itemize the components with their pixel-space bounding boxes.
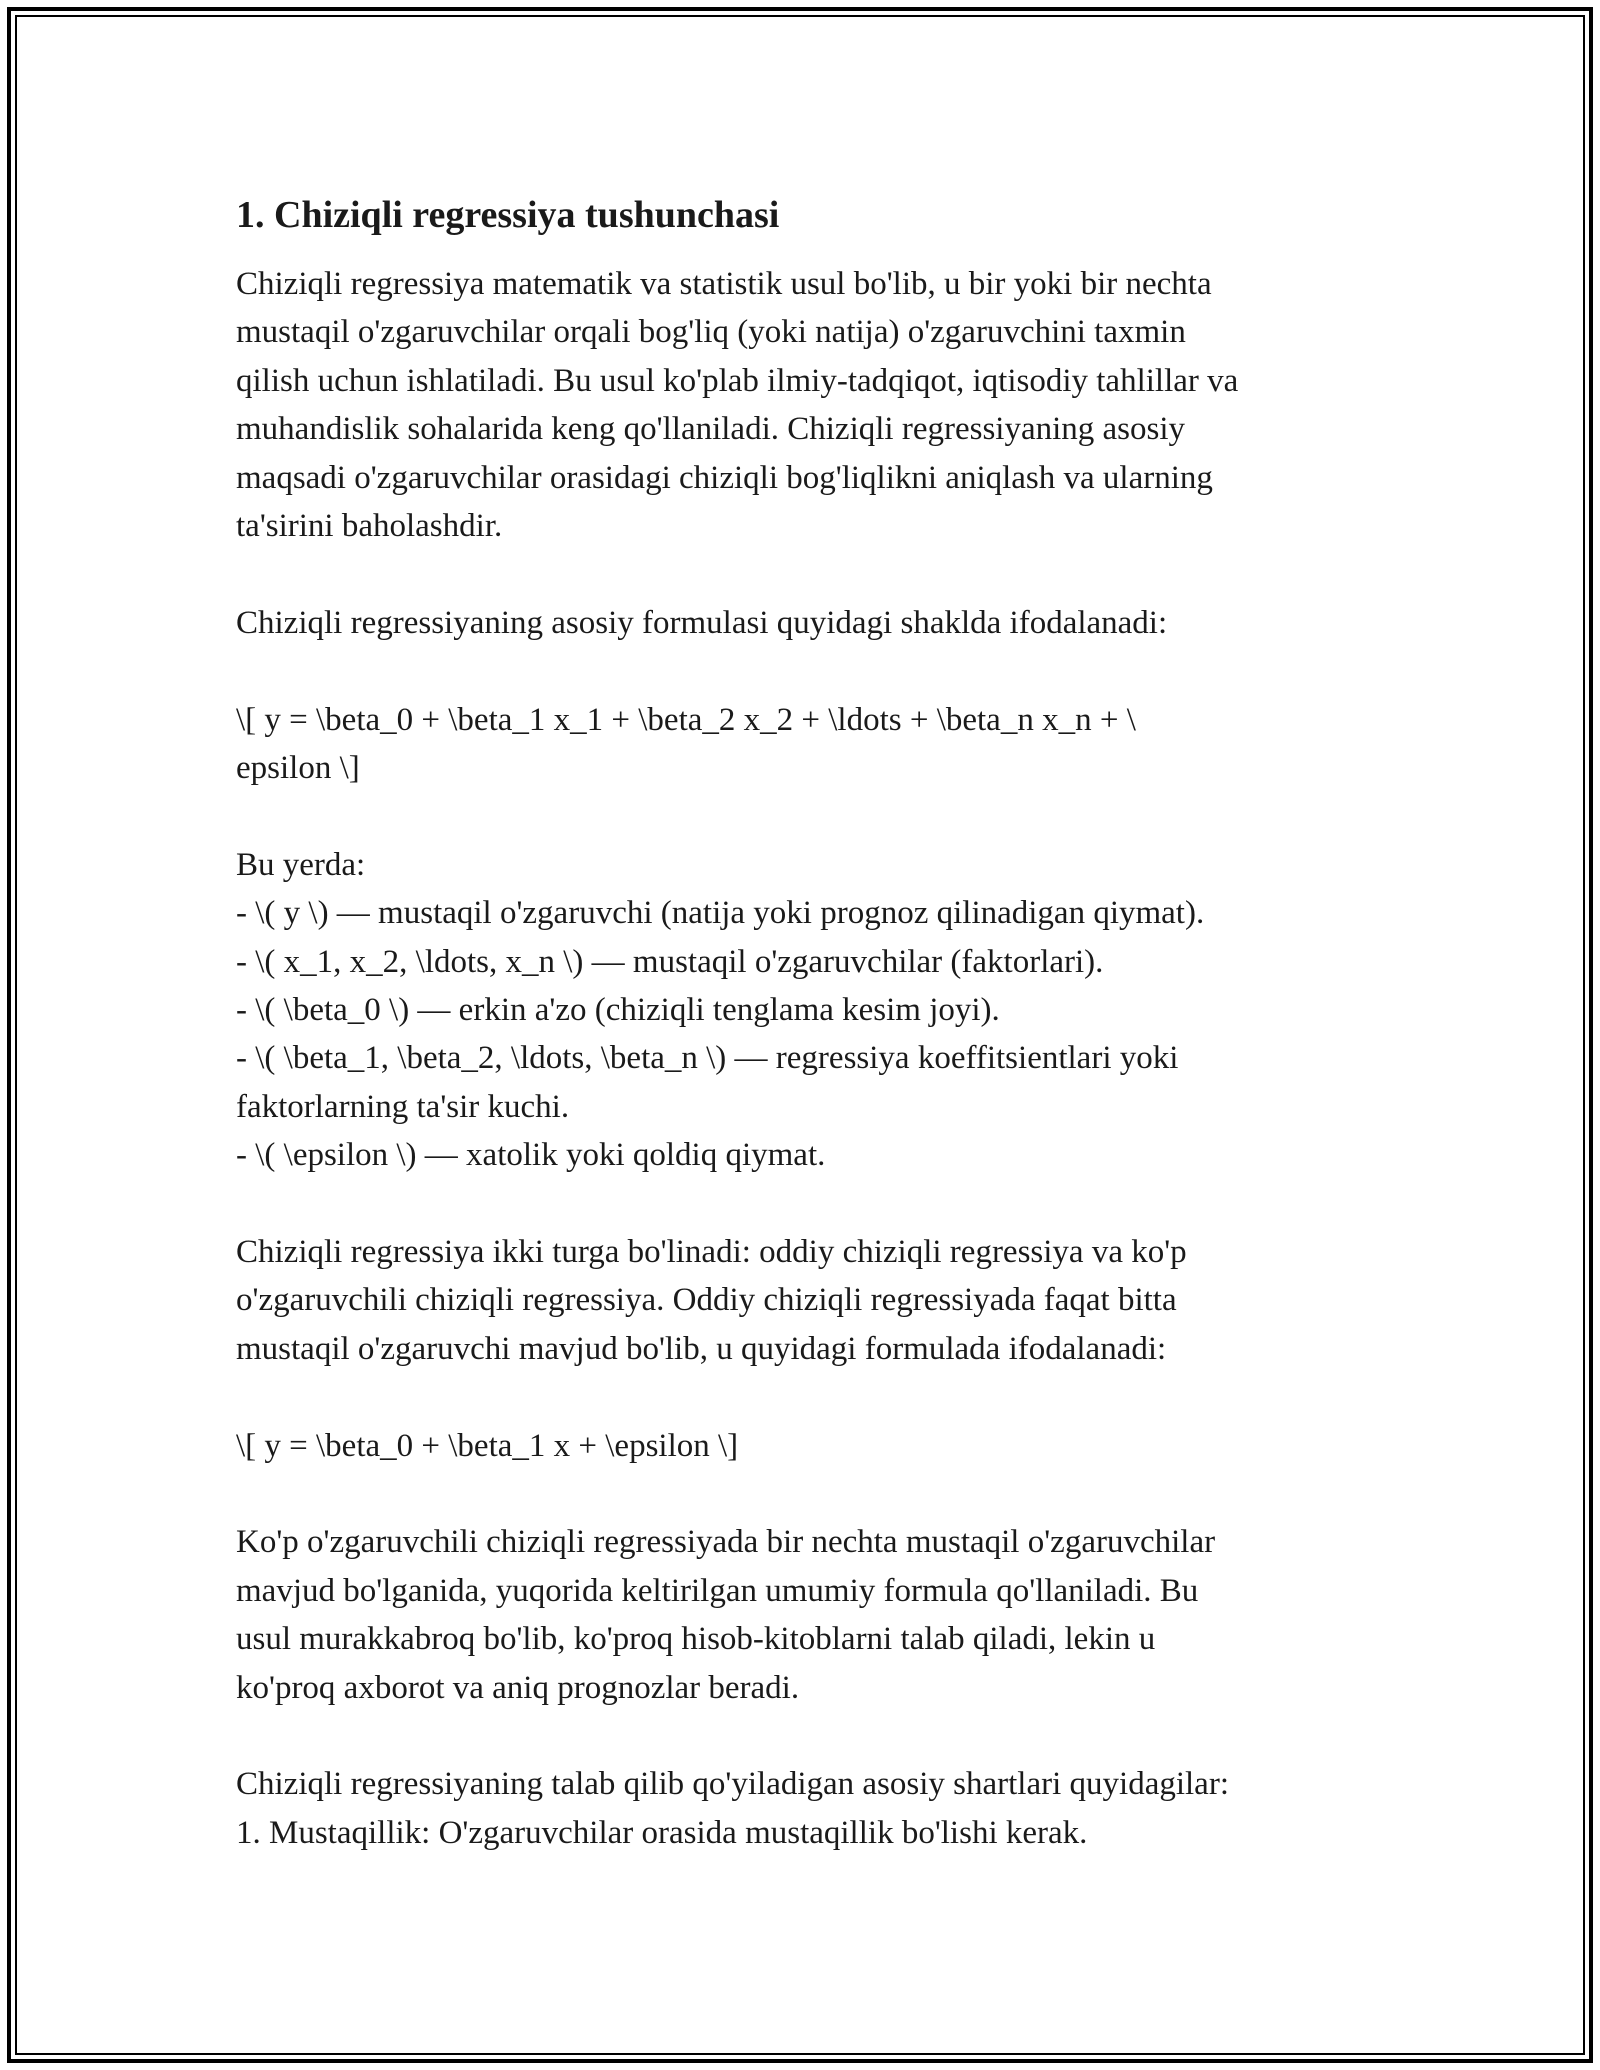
paragraph-gap bbox=[236, 792, 1376, 840]
list-item: - \( \epsilon \) — xatolik yoki qoldiq qiymat. bbox=[236, 1137, 826, 1174]
condition-item: 1. Mustaqillik: O'zgaruvchilar orasida mustaqillik bo'lishi kerak. bbox=[236, 1814, 1088, 1851]
paragraph-gap bbox=[236, 647, 1376, 695]
list-item: - \( x_1, x_2, \ldots, x_n \) — mustaqil o'zgaruvchilar (faktorlari). bbox=[236, 943, 1104, 980]
document-body bbox=[236, 190, 1376, 1857]
intro-paragraph: Chiziqli regressiya matematik va statistik usul bo'lib, u bir yoki bir nechta mustaqil o'zgaruvchilar orqali bog'liq (yoki natija) o'zgaruvchini taxmin qilish uchun ishlatiladi. Bu usul ko'plab ilmiy-tadqiqot, iqtisodiy tahlillar va muhandislik sohalarida keng qo'llaniladi. Chiziqli regressiyaning asosiy maqsadi o'zgaruvchilar orasidagi chiziqli bog'liqlikni aniqlash va ularning ta'sirini baholashdir. bbox=[236, 266, 1239, 545]
multivariate-paragraph: Ko'p o'zgaruvchili chiziqli regressiyada bir nechta mustaqil o'zgaruvchilar mavjud bo'lganida, yuqorida keltirilgan umumiy formula qo'llaniladi. Bu usul murakkabroq bo'lib, ko'proq hisob-kitoblarni talab qiladi, lekin u ko'proq axborot va aniq prognozlar beradi. bbox=[236, 1524, 1216, 1706]
simple-formula: \[ y = \beta_0 + \beta_1 x + \epsilon \] bbox=[236, 1427, 739, 1464]
paragraph-gap bbox=[236, 1470, 1376, 1518]
definitions-intro: Bu yerda: bbox=[236, 846, 366, 883]
paragraph-gap bbox=[236, 550, 1376, 598]
paragraph-gap bbox=[236, 1180, 1376, 1228]
paragraph-gap bbox=[236, 1373, 1376, 1421]
definitions-list bbox=[236, 889, 1376, 1179]
paragraph-gap bbox=[236, 1712, 1376, 1760]
general-formula: \[ y = \beta_0 + \beta_1 x_1 + \beta_2 x_2 + \ldots + \beta_n x_n + \ epsilon \] bbox=[236, 701, 1136, 787]
list-item: - \( y \) — mustaqil o'zgaruvchi (natija yoki prognoz qilinadigan qiymat). bbox=[236, 895, 1205, 932]
list-item: - \( \beta_0 \) — erkin a'zo (chiziqli tenglama kesim joyi). bbox=[236, 992, 1000, 1029]
types-paragraph: Chiziqli regressiya ikki turga bo'linadi: oddiy chiziqli regressiya va ko'p o'zgaruvchili chiziqli regressiya. Oddiy chiziqli regressiyada faqat bitta mustaqil o'zgaruvchi mavjud bo'lib, u quyidagi formulada ifodalanadi: bbox=[236, 1234, 1187, 1367]
list-item: - \( \beta_1, \beta_2, \ldots, \beta_n \) — regressiya koeffitsientlari yoki faktorlarning ta'sir kuchi. bbox=[236, 1040, 1179, 1125]
section-heading: 1. Chiziqli regressiya tushunchasi bbox=[236, 194, 780, 236]
conditions-intro: Chiziqli regressiyaning talab qilib qo'yiladigan asosiy shartlari quyidagilar: bbox=[236, 1766, 1229, 1803]
formula-intro-paragraph: Chiziqli regressiyaning asosiy formulasi quyidagi shaklda ifodalanadi: bbox=[236, 604, 1168, 641]
